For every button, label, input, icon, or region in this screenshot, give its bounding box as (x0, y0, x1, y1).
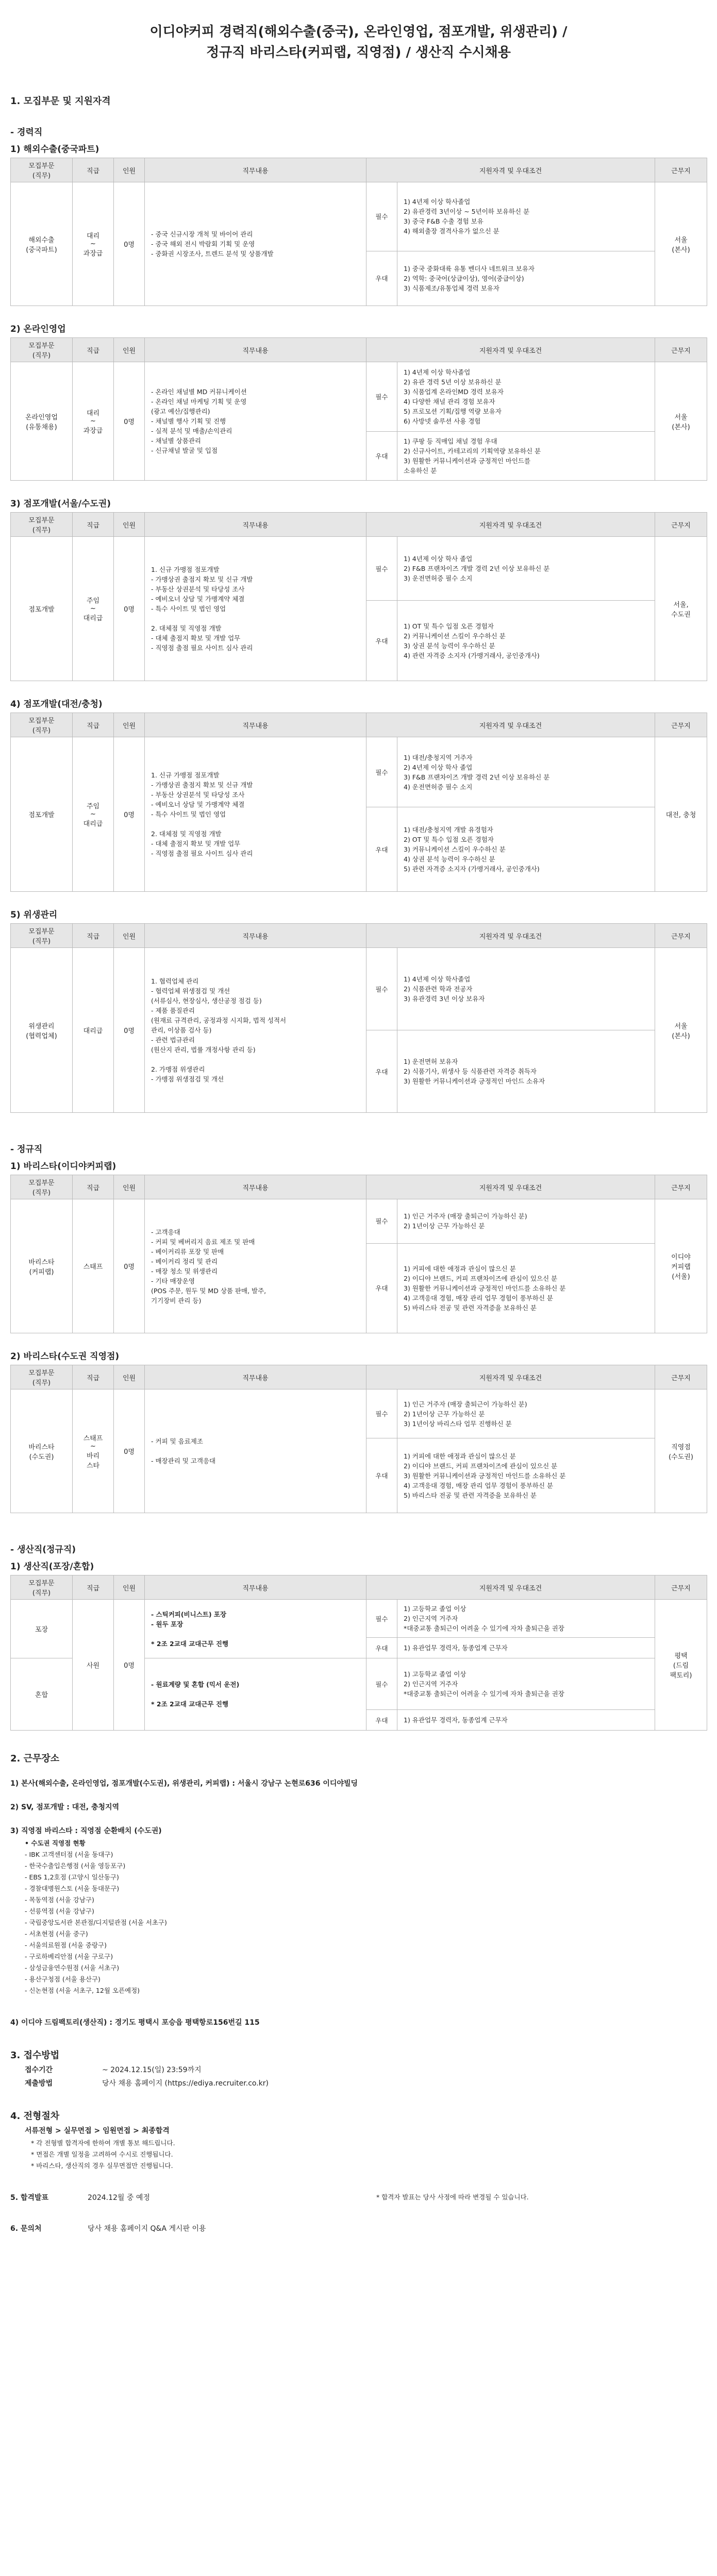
process-note: * 면접은 개별 일정을 고려하여 수시로 진행됩니다. (31, 2150, 173, 2158)
job-table (10, 512, 707, 681)
production-duty: - 원료계량 및 혼합 (믹서 운전) * 2조 2교대 교대근무 진행 (145, 1658, 366, 1731)
header-rank: 직급 (73, 1365, 114, 1389)
job-count: 0명 (114, 948, 145, 1113)
header-dept: 모집부문 (직무) (11, 158, 73, 182)
job-preferred: 1) 대전/충청지역 개발 유경험자 2) OT 및 특수 입점 오픈 경험자 3) 커뮤니케이션 스킬이 우수하신 분 4) 상권 분석 능력이 우수하신 분 5) 관련 자격증 소지자 (가맹거래사, 공인중개사) (397, 807, 655, 892)
job-location: 서울 (본사) (655, 362, 707, 481)
header-count: 인원 (114, 924, 145, 948)
result-section (10, 2192, 707, 2202)
production-dept: 포장 (11, 1600, 73, 1658)
store-item: - 국립중앙도서관 본관점/디지털관점 (서울 서초구) (25, 1919, 167, 1926)
job-dept: 위생관리 (협력업체) (11, 948, 73, 1113)
header-loc: 근무지 (655, 1175, 707, 1199)
header-rank: 직급 (73, 1175, 114, 1199)
header-dept: 모집부문 (직무) (11, 1575, 73, 1600)
store-item: - 목동역점 (서울 강남구) (25, 1896, 94, 1904)
group-heading: - 경력직 (10, 127, 43, 138)
header-rank: 직급 (73, 1575, 114, 1600)
process-steps: 서류전형 > 실무면접 > 임원면접 > 최종합격 (25, 2127, 170, 2135)
store-item: - IBK 고객센터점 (서울 동대구) (25, 1851, 113, 1858)
job-heading: 3) 점포개발(서울/수도권) (10, 499, 111, 509)
job-heading: 2) 온라인영업 (10, 324, 66, 334)
job-rank: 주임 ~ 대리급 (73, 737, 114, 892)
job-duty: 1. 신규 가맹점 점포개발 - 가맹상권 출점지 확보 및 신규 개발 - 부동산 상권분석 및 타당성 조사 - 예비오너 상담 및 가맹계약 체결 - 특수 사이트 및 법인 영업 2. 대체점 및 직영점 개발 - 대체 출점지 확보 및 개발 업무 - 직영점 출점 필요 사이트 심사 관리 (145, 537, 366, 681)
section-heading: 6. 문의처 (10, 2225, 42, 2233)
job-rank: 대리급 (73, 948, 114, 1113)
header-count: 인원 (114, 1365, 145, 1389)
work-location-4: 4) 이디야 드림팩토리(생산직) : 경기도 평택시 포승읍 평택항로156번길 115 (10, 2019, 260, 2027)
production-location: 평택 (드림 팩토리) (655, 1600, 707, 1731)
job-heading: 1) 해외수출(중국파트) (10, 144, 99, 155)
store-item: - 삼성금융연수원점 (서울 서초구) (25, 1964, 120, 1972)
store-list (25, 1838, 707, 1996)
header-quals: 지원자격 및 우대조건 (366, 158, 655, 182)
method-label: 제출방법 (25, 2079, 53, 2088)
header-quals: 지원자격 및 우대조건 (366, 338, 655, 362)
store-item: - 한국수출입은행점 (서울 영등포구) (25, 1862, 126, 1870)
header-count: 인원 (114, 158, 145, 182)
header-count: 인원 (114, 1175, 145, 1199)
regular-jobs (10, 1159, 707, 1513)
header-duty: 직무내용 (145, 1365, 366, 1389)
store-item: - 신논현점 (서울 서초구, 12월 오픈예정) (25, 1987, 140, 1994)
period-value: ~ 2024.12.15(일) 23:59까지 (102, 2066, 202, 2074)
header-dept: 모집부문 (직무) (11, 338, 73, 362)
preferred-label: 우대 (366, 1243, 397, 1333)
job-preferred: 1) 중국 중화대륙 유통 벤더사 네트워크 보유자 2) 역학: 중국어(상급이상), 영어(중급이상) 3) 식품제조/유통업체 경력 보유자 (397, 251, 655, 306)
job-count: 0명 (114, 1199, 145, 1333)
job-table (10, 1175, 707, 1333)
job-preferred: 1) OT 및 특수 입점 오픈 경험자 2) 커뮤니케이션 스킬이 우수하신 분 3) 상권 분석 능력이 우수하신 분 4) 관련 자격증 소지자 (가맹거래사, 공인중개사) (397, 601, 655, 681)
header-duty: 직무내용 (145, 338, 366, 362)
job-duty: - 커피 및 음료제조 - 매장관리 및 고객응대 (145, 1389, 366, 1513)
job-preferred: 1) 커피에 대한 애정과 관심이 많으신 분 2) 이디야 브랜드, 커피 프랜차이즈에 관심이 있으신 분 3) 원활한 커뮤니케이션과 긍정적인 마인드를 소유하신 분 4) 고객응대 경험, 매장 관리 업무 경험이 풍부하신 분 5) 바리스타 전공 및 관련 자격증을 보유하신 분 (397, 1438, 655, 1513)
preferred-label: 우대 (366, 807, 397, 892)
job-count: 0명 (114, 362, 145, 481)
store-item: - EBS 1,2호점 (고양시 일산동구) (25, 1873, 119, 1881)
job-heading: 1) 생산직(포장/혼합) (10, 1562, 94, 1572)
work-location-3: 3) 직영점 바리스타 : 직영점 순환배치 (수도권) (10, 1827, 162, 1835)
header-duty: 직무내용 (145, 1175, 366, 1199)
production-preferred: 1) 유관업무 경력자, 동종업계 근무자 (397, 1710, 655, 1731)
job-duty: 1. 협력업체 관리 - 협력업체 위생점검 및 개선 (서류심사, 현장심사, 생산공정 점검 등) - 제품 품질관리 (원재료 규격관리, 공정과정 시지화, 법적 성적서 관리, 이상품 검사 등) - 관련 법규관리 (원산지 관리, 법률 개정사항 관리 등) 2. 가맹점 위생관리 - 가맹점 위생점검 및 개선 (145, 948, 366, 1113)
production-rank: 사원 (73, 1600, 114, 1731)
store-item: - 선릉역점 (서울 강남구) (25, 1907, 94, 1915)
store-list-title: • 수도권 직영점 현황 (25, 1839, 86, 1847)
job-dept: 온라인영업 (유통채용) (11, 362, 73, 481)
job-required: 1) 4년제 이상 학사 졸업 2) F&B 프랜차이즈 개발 경력 2년 이상 보유하신 분 3) 운전면허증 필수 소지 (397, 537, 655, 601)
preferred-label: 우대 (366, 431, 397, 481)
process-section (10, 2109, 707, 2172)
section-heading: 1. 모집부문 및 지원자격 (10, 96, 111, 107)
job-heading: 2) 바리스타(수도권 직영점) (10, 1351, 120, 1362)
job-required: 1) 4년제 이상 학사졸업 2) 유관경력 3년이상 ~ 5년이하 보유하신 분 3) 중국 F&B 수출 경험 보유 4) 해외출장 결격사유가 없으신 분 (397, 182, 655, 251)
store-item: - 용산구청점 (서울 용산구) (25, 1975, 101, 1983)
job-required: 1) 인근 거주자 (매장 출퇴근이 가능하신 분) 2) 1년이상 근무 가능하신 분 (397, 1199, 655, 1244)
header-rank: 직급 (73, 713, 114, 737)
preferred-label: 우대 (366, 251, 397, 306)
required-label: 필수 (366, 737, 397, 807)
store-item: - 경찰대병원스토 (서울 동대문구) (25, 1885, 120, 1892)
header-dept: 모집부문 (직무) (11, 713, 73, 737)
job-location: 서울, 수도권 (655, 537, 707, 681)
result-note: * 합격자 발표는 당사 사정에 따라 변경될 수 있습니다. (376, 2193, 529, 2201)
required-label: 필수 (366, 537, 397, 601)
job-heading: 5) 위생관리 (10, 910, 58, 920)
header-loc: 근무지 (655, 1365, 707, 1389)
job-heading: 1) 바리스타(이디야커피랩) (10, 1161, 116, 1172)
job-duty: - 온라인 채널별 MD 커뮤니케이션 - 온라인 채널 마케팅 기획 및 운영 (광고 예산/집행관리) - 채널별 행사 기획 및 진행 - 실적 분석 및 매출/손익관리 - 채널별 상품관리 - 신규채널 발굴 및 입점 (145, 362, 366, 481)
production-duty: - 스틱커피(비니스트) 포장 - 원두 포장 * 2조 2교대 교대근무 진행 (145, 1600, 366, 1658)
required-label: 필수 (366, 1600, 397, 1638)
header-count: 인원 (114, 713, 145, 737)
period-label: 접수기간 (25, 2066, 53, 2074)
required-label: 필수 (366, 182, 397, 251)
header-quals: 지원자격 및 우대조건 (366, 713, 655, 737)
job-required: 1) 4년제 이상 학사졸업 2) 유관 경력 5년 이상 보유하신 분 3) 식품업계 온라인MD 경력 보유자 4) 다양한 채널 관리 경험 보유자 5) 프로모션 기획/집행 역량 보유자 6) 사방넷 솔루션 사용 경험 (397, 362, 655, 432)
header-quals: 지원자격 및 우대조건 (366, 1575, 655, 1600)
job-rank: 스태프 (73, 1199, 114, 1333)
preferred-label: 우대 (366, 1638, 397, 1658)
job-required: 1) 대전/충청지역 거주자 2) 4년제 이상 학사 졸업 3) F&B 프랜차이즈 개발 경력 2년 이상 보유하신 분 4) 운전면허증 필수 소지 (397, 737, 655, 807)
process-note: * 바리스타, 생산직의 경우 실무면접만 진행됩니다. (31, 2162, 173, 2170)
section-heading: 5. 합격발표 (10, 2194, 49, 2202)
job-dept: 해외수출 (중국파트) (11, 182, 73, 306)
job-count: 0명 (114, 1389, 145, 1513)
work-location-section (10, 1751, 707, 2027)
header-dept: 모집부문 (직무) (11, 513, 73, 537)
job-count: 0명 (114, 537, 145, 681)
header-count: 인원 (114, 338, 145, 362)
header-rank: 직급 (73, 924, 114, 948)
header-duty: 직무내용 (145, 158, 366, 182)
header-quals: 지원자격 및 우대조건 (366, 1365, 655, 1389)
section-heading: 2. 근무장소 (10, 1753, 60, 1764)
preferred-label: 우대 (366, 1030, 397, 1113)
job-table (10, 923, 707, 1113)
apply-section (10, 2048, 707, 2088)
job-dept: 바리스타 (수도권) (11, 1389, 73, 1513)
production-table (10, 1575, 707, 1731)
result-date: 2024.12월 중 예정 (88, 2194, 150, 2202)
required-label: 필수 (366, 1658, 397, 1710)
production-count: 0명 (114, 1600, 145, 1731)
section-heading: 3. 접수방법 (10, 2050, 60, 2061)
job-count: 0명 (114, 737, 145, 892)
job-location: 이디야 커피랩 (서울) (655, 1199, 707, 1333)
header-duty: 직무내용 (145, 713, 366, 737)
job-required: 1) 4년제 이상 학사졸업 2) 식품관련 학과 전공자 3) 유관경력 3년 이상 보유자 (397, 948, 655, 1030)
group-heading: - 생산직(정규직) (10, 1545, 76, 1555)
job-preferred: 1) 쿠팡 등 직매입 채널 경험 우대 2) 신규사이트, 카테고리의 기획역량 보유하신 분 3) 원활한 커뮤니케이션과 긍정적인 마인드를 소유하신 분 (397, 431, 655, 481)
job-rank: 대리 ~ 과장급 (73, 182, 114, 306)
required-label: 필수 (366, 948, 397, 1030)
job-required: 1) 인근 거주자 (매장 출퇴근이 가능하신 분) 2) 1년이상 근무 가능하신 분 3) 1년이상 바리스타 업무 진행하신 분 (397, 1389, 655, 1438)
job-location: 직영점 (수도권) (655, 1389, 707, 1513)
header-loc: 근무지 (655, 924, 707, 948)
work-location-1: 1) 본사(해외수출, 온라인영업, 점포개발(수도권), 위생관리, 커피랩) : 서울시 강남구 논현로636 이디야빌딩 (10, 1780, 358, 1788)
header-dept: 모집부문 (직무) (11, 1175, 73, 1199)
header-loc: 근무지 (655, 338, 707, 362)
job-location: 서울 (본사) (655, 948, 707, 1113)
job-duty: - 중국 신규시장 개척 및 바이어 관리 - 중국 해외 전시 박람회 기획 및 운영 - 중화권 시장조사, 트렌드 분석 및 상품개발 (145, 182, 366, 306)
job-heading: 4) 점포개발(대전/충청) (10, 699, 103, 709)
job-rank: 대리 ~ 과장급 (73, 362, 114, 481)
store-item: - 서초현점 (서울 중구) (25, 1930, 88, 1938)
job-rank: 주임 ~ 대리급 (73, 537, 114, 681)
job-rank: 스태프 ~ 바리 스타 (73, 1389, 114, 1513)
header-duty: 직무내용 (145, 1575, 366, 1600)
header-loc: 근무지 (655, 713, 707, 737)
header-loc: 근무지 (655, 1575, 707, 1600)
work-location-2: 2) SV, 점포개발 : 대전, 충청지역 (10, 1803, 120, 1811)
required-label: 필수 (366, 1199, 397, 1244)
header-quals: 지원자격 및 우대조건 (366, 1175, 655, 1199)
contact-section (10, 2223, 707, 2233)
header-rank: 직급 (73, 158, 114, 182)
job-dept: 점포개발 (11, 537, 73, 681)
production-preferred: 1) 유관업무 경력자, 동종업계 근무자 (397, 1638, 655, 1658)
job-table (10, 713, 707, 892)
production-dept: 혼합 (11, 1658, 73, 1731)
career-jobs (10, 142, 707, 1113)
store-item: - 구로하베리안점 (서울 구로구) (25, 1953, 113, 1960)
job-dept: 점포개발 (11, 737, 73, 892)
contact-value: 당사 채용 홈페이지 Q&A 게시판 이용 (88, 2225, 206, 2233)
job-duty: - 고객응대 - 커피 및 베버리지 음료 제조 및 판매 - 베이커리류 포장 및 판매 - 베이커리 정리 및 관리 - 매장 청소 및 위생관리 - 기타 매장운영 (POS 주문, 원두 및 MD 상품 판매, 발주, 기기장비 관리 등) (145, 1199, 366, 1333)
job-location: 대전, 충청 (655, 737, 707, 892)
required-label: 필수 (366, 362, 397, 432)
header-rank: 직급 (73, 338, 114, 362)
required-label: 필수 (366, 1389, 397, 1438)
method-value: 당사 채용 홈페이지 (https://ediya.recruiter.co.kr) (102, 2079, 269, 2088)
job-table (10, 1365, 707, 1513)
job-preferred: 1) 운전면허 보유자 2) 식품기사, 위생사 등 식품관련 자격증 취득자 3) 원활한 커뮤니케이션과 긍정적인 마인드 소유자 (397, 1030, 655, 1113)
process-note: * 각 전형별 합격자에 한하여 개별 통보 해드립니다. (31, 2139, 175, 2147)
header-count: 인원 (114, 513, 145, 537)
preferred-label: 우대 (366, 1710, 397, 1731)
page-title: 이디야커피 경력직(해외수출(중국), 온라인영업, 점포개발, 위생관리) / 정규직 바리스타(커피랩, 직영점) / 생산직 수시채용 (149, 24, 568, 60)
section-heading: 4. 전형절차 (10, 2111, 60, 2122)
production-required: 1) 고등학교 졸업 이상 2) 인근지역 거주자 *대중교통 출퇴근이 어려울 수 있기에 자차 출퇴근을 권장 (397, 1658, 655, 1710)
header-dept: 모집부문 (직무) (11, 924, 73, 948)
header-loc: 근무지 (655, 513, 707, 537)
job-location: 서울 (본사) (655, 182, 707, 306)
process-notes (31, 2138, 707, 2172)
job-dept: 바리스타 (커피랩) (11, 1199, 73, 1333)
header-quals: 지원자격 및 우대조건 (366, 513, 655, 537)
job-duty: 1. 신규 가맹점 점포개발 - 가맹상권 출점지 확보 및 신규 개발 - 부동산 상권분석 및 타당성 조사 - 예비오너 상담 및 가맹계약 체결 - 특수 사이트 및 법인 영업 2. 대체점 및 직영점 개발 - 대체 출점지 확보 및 개발 업무 - 직영점 출점 필요 사이트 심사 관리 (145, 737, 366, 892)
production-required: 1) 고등학교 졸업 이상 2) 인근지역 거주자 *대중교통 출퇴근이 어려울 수 있기에 자차 출퇴근을 권장 (397, 1600, 655, 1638)
job-count: 0명 (114, 182, 145, 306)
preferred-label: 우대 (366, 1438, 397, 1513)
header-rank: 직급 (73, 513, 114, 537)
preferred-label: 우대 (366, 601, 397, 681)
header-duty: 직무내용 (145, 513, 366, 537)
store-item: - 서울의료원점 (서울 중랑구) (25, 1941, 107, 1949)
group-heading: - 정규직 (10, 1144, 43, 1155)
header-count: 인원 (114, 1575, 145, 1600)
job-table (10, 158, 707, 306)
job-table (10, 337, 707, 481)
header-loc: 근무지 (655, 158, 707, 182)
header-quals: 지원자격 및 우대조건 (366, 924, 655, 948)
header-duty: 직무내용 (145, 924, 366, 948)
job-preferred: 1) 커피에 대한 애정과 관심이 많으신 분 2) 이디야 브랜드, 커피 프랜차이즈에 관심이 있으신 분 3) 원활한 커뮤니케이션과 긍정적인 마인드를 소유하신 분 4) 고객응대 경험, 매장 관리 업무 경험이 풍부하신 분 5) 바리스타 전공 및 관련 자격증을 보유하신 분 (397, 1243, 655, 1333)
header-dept: 모집부문 (직무) (11, 1365, 73, 1389)
